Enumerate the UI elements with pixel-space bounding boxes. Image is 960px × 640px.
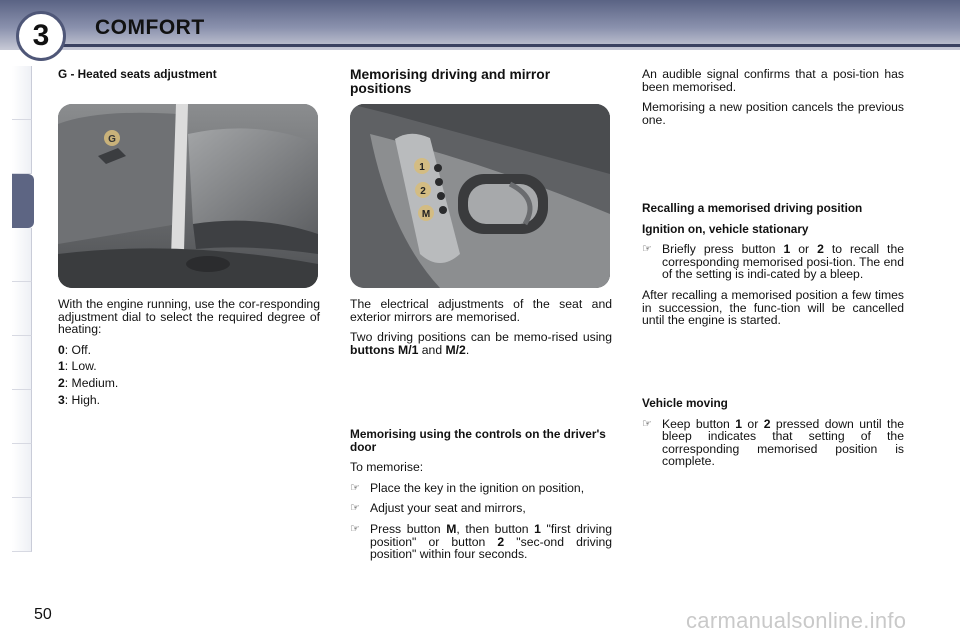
chapter-tabs: [12, 66, 32, 574]
heating-level-high: 3: High.: [58, 392, 101, 407]
heating-level-off: 0: Off.: [58, 342, 91, 357]
memorising-heading: Memorising driving and mirror positions: [350, 67, 551, 96]
chapter-tab-4[interactable]: [12, 228, 32, 282]
pointing-hand-icon: ☞: [350, 502, 360, 515]
image-callout-g: G: [108, 134, 116, 145]
middle-column-text: [350, 298, 612, 364]
chapter-tab-2[interactable]: [12, 120, 32, 174]
step-press-button: ☞ Press button M, then button 1 "first driving position" or button 2 "sec-ond driving position" within four seconds.: [350, 521, 613, 562]
door-controls-illustration: [350, 104, 610, 288]
chapter-tab-1[interactable]: [12, 66, 32, 120]
middle-column-heading-area: [350, 68, 612, 96]
memorising-intro-text: The electrical adjustments of the seat and exterior mirrors are memorised.: [350, 297, 612, 324]
pointing-hand-icon: ☞: [350, 522, 360, 535]
memorising-positions-text: Two driving positions can be memo-rised using buttons M/1 and M/2.: [350, 330, 612, 357]
chapter-tab-8[interactable]: [12, 444, 32, 498]
heated-seat-illustration: [58, 104, 318, 288]
image-callout-m: M: [421, 209, 431, 220]
moving-step: ☞ Keep button 1 or 2 pressed down until the bleep indicates that setting of the corresponding memorised position is complete.: [642, 416, 905, 469]
vehicle-moving-heading: Vehicle moving: [642, 396, 728, 410]
step-place-key: ☞ Place the key in the ignition on position,: [350, 480, 585, 495]
recall-section: [642, 202, 904, 335]
heated-seats-heading: G - Heated seats adjustment: [58, 67, 217, 81]
to-memorise-text: To memorise:: [350, 460, 424, 475]
door-controls-section: [350, 428, 612, 569]
door-controls-image: [350, 104, 610, 288]
left-column: [58, 68, 320, 89]
vehicle-moving-section: [642, 397, 904, 476]
chapter-number-badge: 3: [16, 11, 66, 61]
recall-heading: Recalling a memorised driving position: [642, 201, 863, 215]
chapter-tab-7[interactable]: [12, 390, 32, 444]
ignition-on-heading: Ignition on, vehicle stationary: [642, 221, 809, 236]
door-controls-heading: Memorising using the controls on the driver's door: [350, 427, 606, 454]
heating-level-medium: 2: Medium.: [58, 375, 119, 390]
pointing-hand-icon: ☞: [642, 243, 652, 256]
left-column-text: [58, 298, 320, 410]
heating-intro-text: With the engine running, use the cor-responding adjustment dial to select the required degree of heating:: [58, 297, 320, 337]
pointing-hand-icon: ☞: [642, 417, 652, 430]
header-underline: [60, 44, 960, 47]
heating-level-low: 1: Low.: [58, 359, 97, 374]
pointing-hand-icon: ☞: [350, 481, 360, 494]
recall-cancel-text: After recalling a memorised position a few times in succession, the func-tion will be cancelled until the engine is started.: [642, 287, 904, 328]
image-callout-1: 1: [419, 162, 425, 173]
chapter-tab-3-active[interactable]: [12, 174, 34, 228]
recall-step: ☞ Briefly press button 1 or 2 to recall the corresponding memorised posi-tion. The end of the setting is indi-cated by a bleep.: [642, 242, 905, 282]
memorising-cancels-text: Memorising a new position cancels the previous one.: [642, 100, 904, 127]
chapter-title: COMFORT: [95, 16, 205, 39]
image-callout-2: 2: [420, 186, 426, 197]
heated-seat-image: [58, 104, 318, 288]
right-column-top: [642, 68, 904, 134]
audible-signal-text: An audible signal confirms that a posi-tion has been memorised.: [642, 67, 904, 94]
chapter-tab-9[interactable]: [12, 498, 32, 552]
page-number: 50: [34, 606, 52, 623]
step-adjust-seat: ☞ Adjust your seat and mirrors,: [350, 501, 526, 516]
chapter-tab-6[interactable]: [12, 336, 32, 390]
watermark: carmanualsonline.info: [686, 608, 907, 633]
chapter-tab-5[interactable]: [12, 282, 32, 336]
